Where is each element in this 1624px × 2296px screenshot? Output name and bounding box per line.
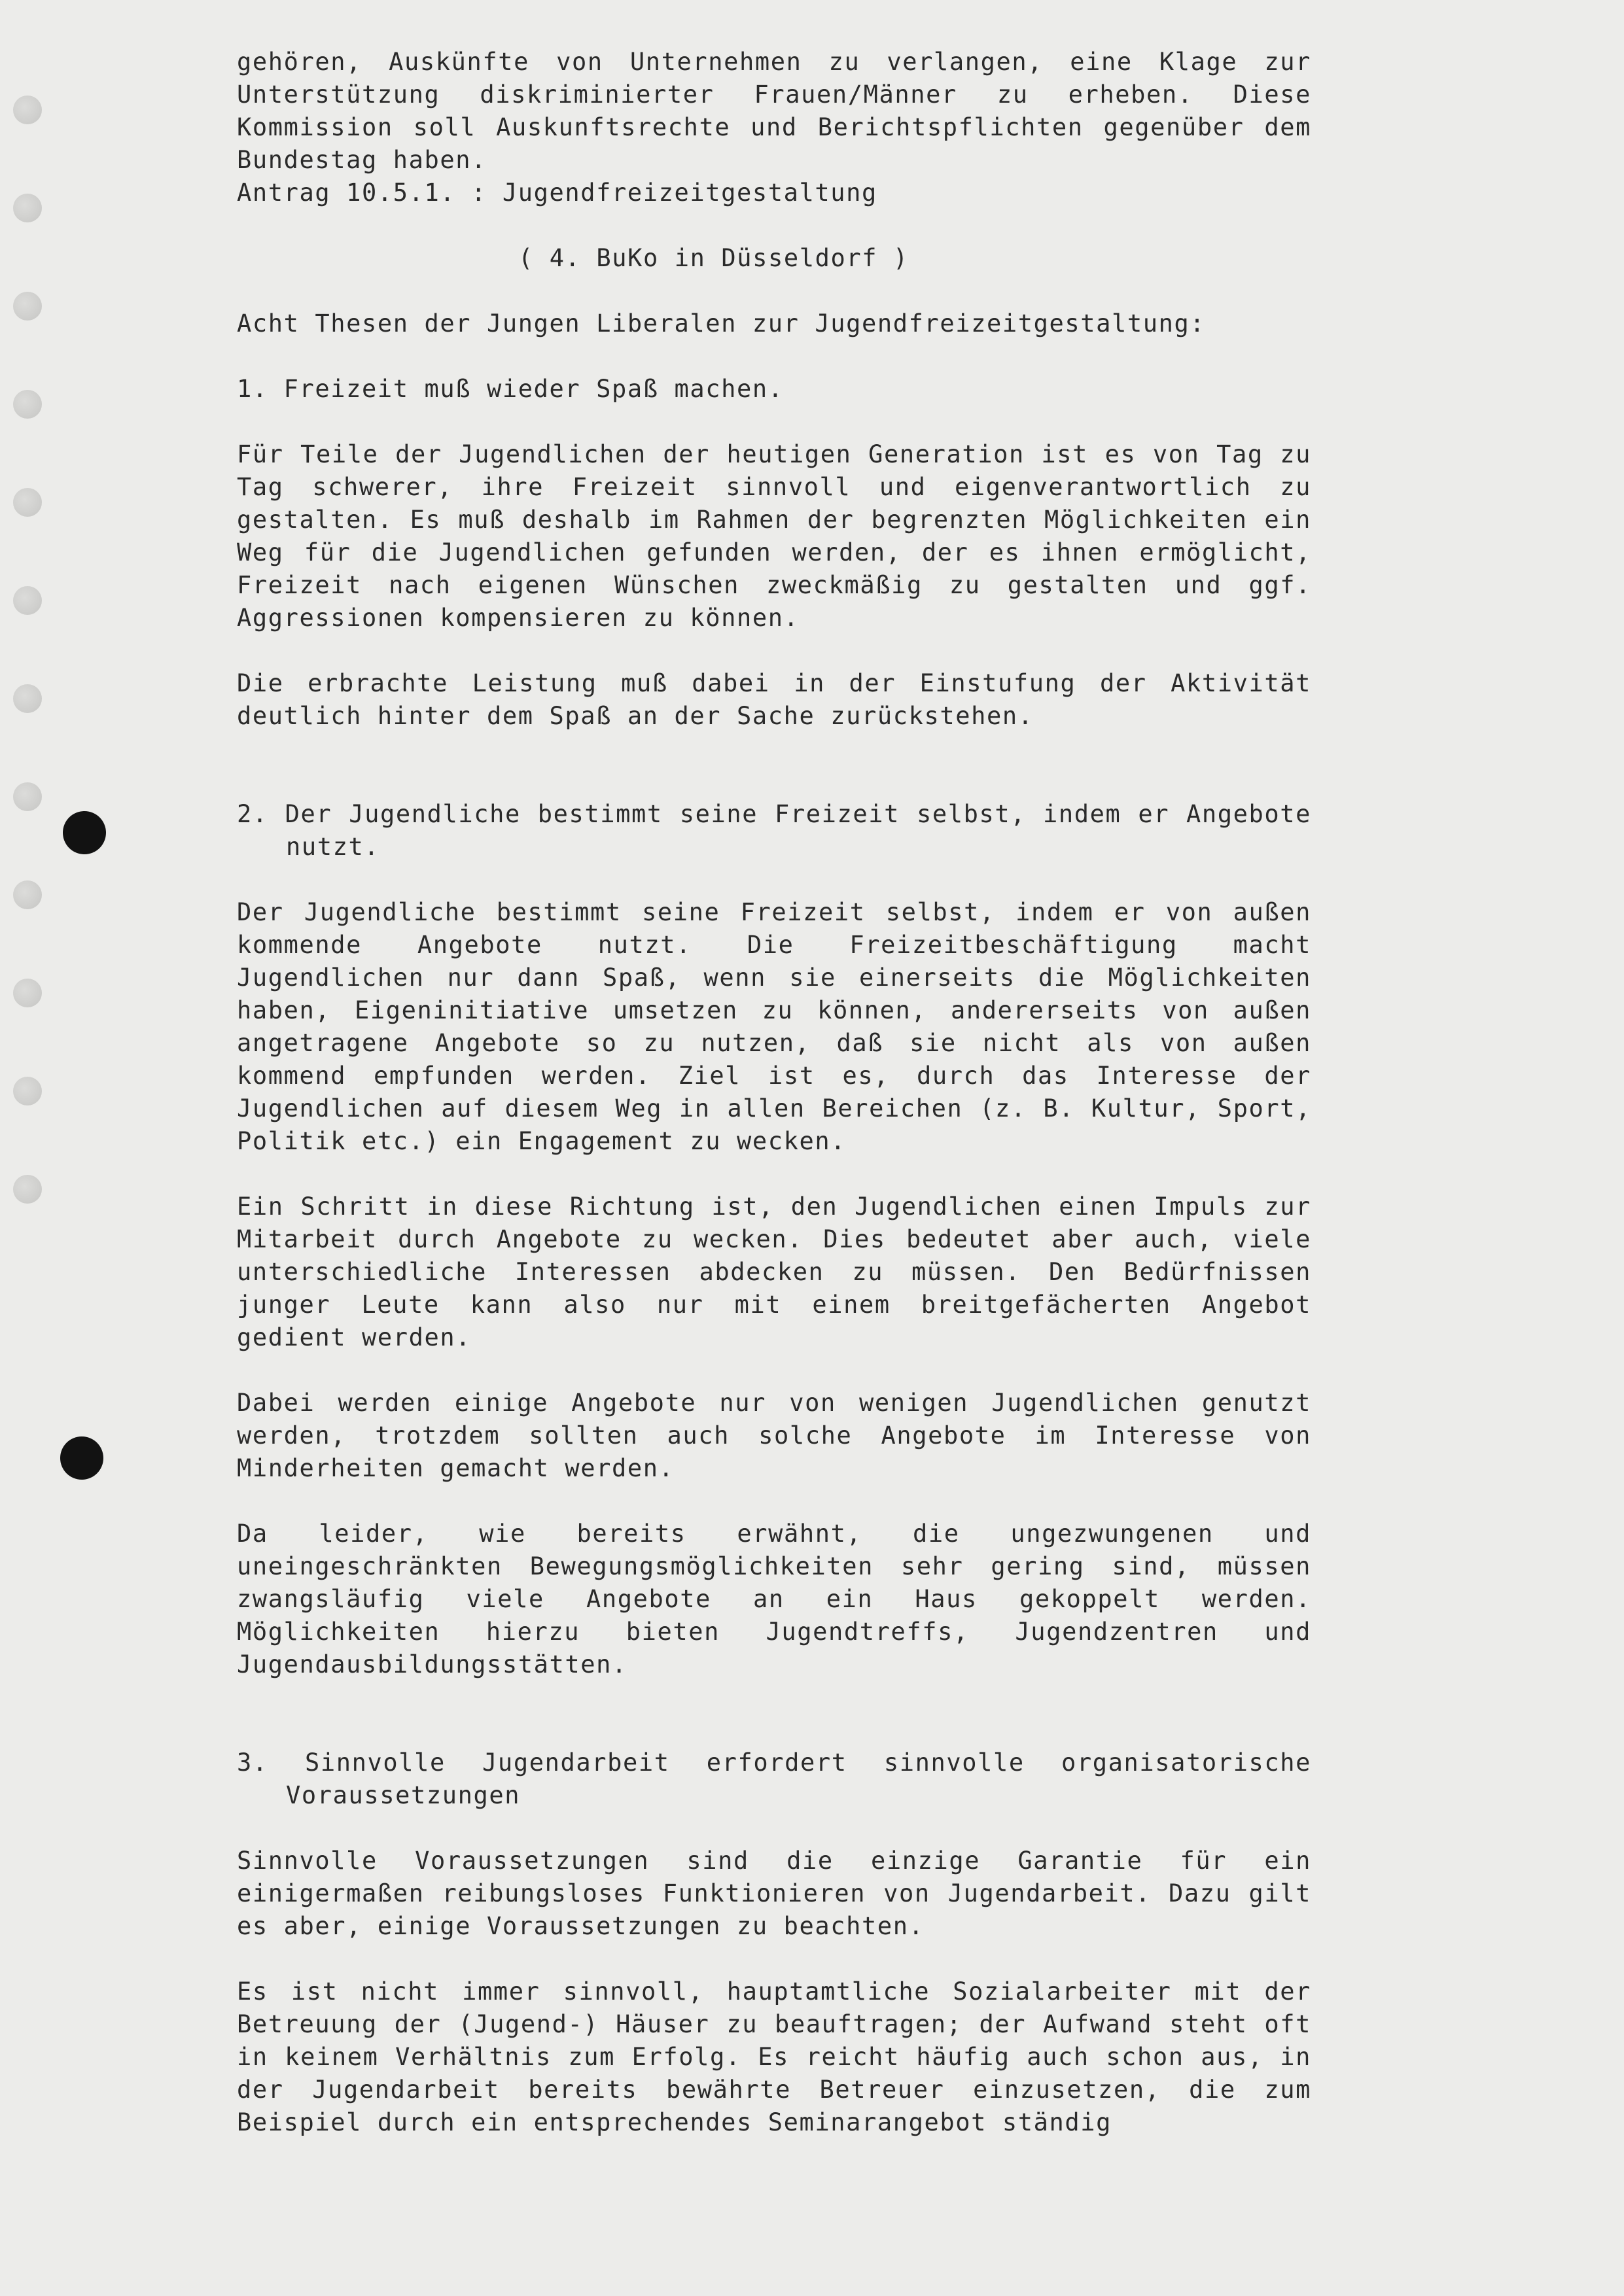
section-2-paragraph-3: Dabei werden einige Angebote nur von wenigen Jugendlichen genutzt werden, trotzdem sollten auch solche Angebote im Interesse von Minderheiten gemacht werden.: [237, 1389, 1311, 1482]
antrag-title: Antrag 10.5.1. : Jugendfreizeitgestaltung: [237, 179, 877, 207]
punch-hole: [13, 880, 42, 909]
punch-hole: [13, 782, 42, 811]
section-1-heading: 1. Freizeit muß wieder Spaß machen.: [237, 375, 784, 403]
document-body: [237, 46, 1311, 2139]
antrag-source: ( 4. BuKo in Düsseldorf ): [518, 244, 909, 272]
punch-hole: [13, 979, 42, 1007]
section-3-paragraph-2: Es ist nicht immer sinnvoll, hauptamtliche Sozialarbeiter mit der Betreuung der (Jugend-) Häuser zu beauftragen; der Aufwand steht oft in keinem Verhältnis zum Erfolg. Es reicht häufig auch schon aus, in der Jugendarbeit bereits bewährte Betreuer einzusetzen, die zum Beispiel durch ein entsprechendes Seminarangebot ständig: [237, 1977, 1311, 2136]
section-2-paragraph-4: Da leider, wie bereits erwähnt, die ungezwungenen und uneingeschränkten Bewegungsmöglichkeiten sehr gering sind, müssen zwangsläufig viele Angebote an ein Haus gekoppelt werden. Möglichkeiten hierzu bieten Jugendtreffs, Jugendzentren und Jugendausbildungsstätten.: [237, 1520, 1311, 1679]
punch-hole: [13, 96, 42, 124]
punch-hole: [13, 1077, 42, 1105]
punch-hole: [13, 586, 42, 615]
punch-hole: [13, 292, 42, 321]
binder-hole: [63, 811, 106, 854]
punch-hole: [13, 1175, 42, 1204]
section-2-paragraph-1: Der Jugendliche bestimmt seine Freizeit selbst, indem er von außen kommende Angebote nutzt. Die Freizeitbeschäftigung macht Jugendlichen nur dann Spaß, wenn sie einerseits die Möglichkeiten haben, Eigeninitiative umsetzen zu können, andererseits von außen angetragene Angebote so zu nutzen, daß sie nicht als von außen kommend empfunden werden. Ziel ist es, durch das Interesse der Jugendlichen auf diesem Weg in allen Bereichen (z. B. Kultur, Sport, Politik etc.) ein Engagement zu wecken.: [237, 898, 1311, 1155]
section-1-paragraph-1: Für Teile der Jugendlichen der heutigen Generation ist es von Tag zu Tag schwerer, ihre Freizeit sinnvoll und eigenverantwortlich zu gestalten. Es muß deshalb im Rahmen der begrenzten Möglichkeiten ein Weg für die Jugendlichen gefunden werden, der es ihnen ermöglicht, Freizeit nach eigenen Wünschen zweckmäßig zu gestalten und ggf. Aggressionen kompensieren zu können.: [237, 440, 1311, 632]
section-1-paragraph-2: Die erbrachte Leistung muß dabei in der Einstufung der Aktivität deutlich hinter dem Spaß an der Sache zurückstehen.: [237, 669, 1311, 730]
punch-hole: [13, 194, 42, 222]
binder-hole: [60, 1436, 103, 1480]
section-3-heading: 3. Sinnvolle Jugendarbeit erfordert sinnvolle organisatorische Voraussetzungen: [237, 1748, 1311, 1809]
theses-heading: Acht Thesen der Jungen Liberalen zur Jugendfreizeitgestaltung:: [237, 309, 1206, 338]
section-2-heading: 2. Der Jugendliche bestimmt seine Freizeit selbst, indem er Angebote nutzt.: [237, 800, 1311, 861]
punch-hole: [13, 684, 42, 713]
section-3-paragraph-1: Sinnvolle Voraussetzungen sind die einzige Garantie für ein einigermaßen reibungsloses Funktionieren von Jugendarbeit. Dazu gilt es aber, einige Voraussetzungen zu beachten.: [237, 1847, 1311, 1940]
punch-hole: [13, 488, 42, 517]
section-2-paragraph-2: Ein Schritt in diese Richtung ist, den Jugendlichen einen Impuls zur Mitarbeit durch Angebote zu wecken. Dies bedeutet aber auch, viele unterschiedliche Interessen abdecken zu müssen. Den Bedürfnissen junger Leute kann also nur mit einem breitgefächerten Angebot gedient werden.: [237, 1192, 1311, 1351]
punch-hole: [13, 390, 42, 419]
intro-paragraph: gehören, Auskünfte von Unternehmen zu verlangen, eine Klage zur Unterstützung diskriminierter Frauen/Männer zu erheben. Diese Kommission soll Auskunftsrechte und Berichtspflichten gegenüber dem Bundestag haben.: [237, 48, 1311, 174]
